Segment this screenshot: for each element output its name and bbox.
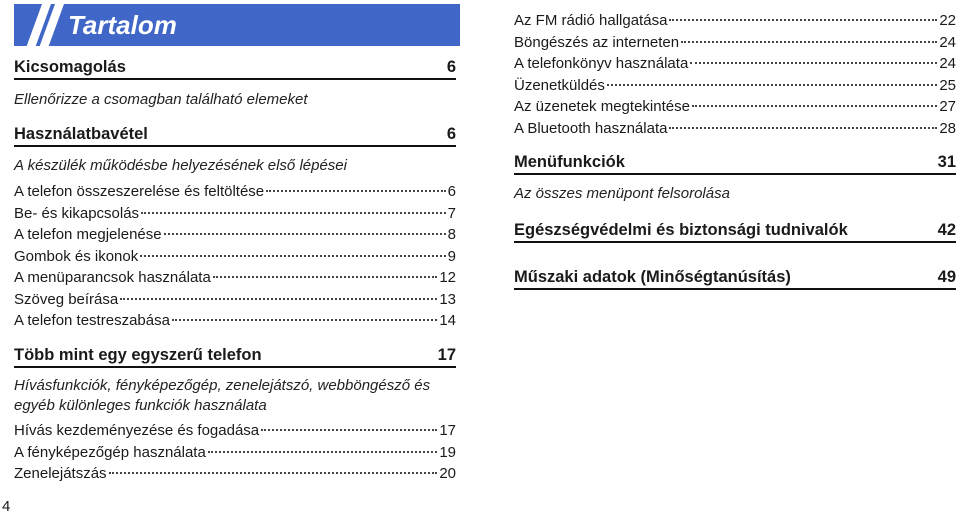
- section-page: 6: [446, 58, 456, 76]
- section-intro: A készülék működésbe helyezésének első lépései: [14, 157, 347, 174]
- toc-entry[interactable]: [14, 267, 456, 289]
- section-title: Műszaki adatok (Minőségtanúsítás): [514, 268, 791, 286]
- dot-leader: [120, 298, 437, 300]
- entry-page: 13: [439, 290, 456, 308]
- entry-label: Be- és kikapcsolás: [14, 204, 140, 222]
- toc-section-muszaki[interactable]: [514, 264, 956, 290]
- section-page: 6: [446, 125, 456, 143]
- toc-entry[interactable]: [14, 463, 456, 485]
- section-title: Egészségvédelmi és biztonsági tudnivalók: [514, 221, 848, 239]
- dot-leader: [141, 212, 446, 214]
- entry-page: 12: [439, 269, 456, 286]
- section-page: 49: [937, 268, 956, 286]
- entry-label: Az üzenetek megtekintése: [514, 98, 690, 115]
- toc-entry[interactable]: [14, 442, 456, 464]
- dot-leader: [607, 84, 937, 86]
- section-title: Több mint egy egyszerű telefon: [14, 346, 262, 364]
- dot-leader: [692, 105, 937, 107]
- section-title: Használatbavétel: [14, 125, 148, 143]
- dot-leader: [690, 62, 937, 64]
- entry-label: Böngészés az interneten: [514, 33, 680, 51]
- page-title: Tartalom: [68, 10, 177, 40]
- section-page: 42: [937, 221, 956, 239]
- entry-page: 9: [447, 247, 456, 265]
- toc-entry[interactable]: [14, 420, 456, 442]
- section-page: 31: [937, 153, 956, 171]
- entry-page: 6: [447, 183, 456, 200]
- toc-list-tobb: [14, 420, 456, 485]
- entry-label: A fényképezőgép használata: [14, 443, 206, 461]
- toc-section-hasznalatbavetel[interactable]: [14, 121, 456, 147]
- entry-label: A telefonkönyv használata: [514, 55, 689, 72]
- dot-leader: [164, 233, 446, 235]
- section-intro: Ellenőrizze a csomagban található elemeket: [14, 91, 308, 108]
- entry-page: 20: [439, 465, 456, 482]
- dot-leader: [213, 276, 438, 278]
- section-intro: Az összes menüpont felsorolása: [514, 185, 730, 202]
- entry-label: Üzenetküldés: [514, 76, 605, 94]
- entry-page: 22: [939, 12, 956, 29]
- toc-section-tobb-mint[interactable]: [14, 342, 456, 368]
- toc-entry[interactable]: [14, 310, 456, 332]
- entry-page: 8: [447, 226, 456, 243]
- entry-page: 14: [439, 312, 456, 329]
- entry-label: Gombok és ikonok: [14, 247, 139, 265]
- entry-label: A telefon összeszerelése és feltöltése: [14, 183, 265, 200]
- dot-leader: [669, 19, 937, 21]
- section-page: 17: [437, 346, 456, 364]
- toc-section-egeszseg[interactable]: [514, 217, 956, 243]
- toc-entry[interactable]: [14, 289, 456, 311]
- dot-leader: [669, 127, 937, 129]
- toc-entry[interactable]: [514, 75, 956, 97]
- entry-label: Szöveg beírása: [14, 290, 119, 308]
- entry-page: 7: [447, 204, 456, 222]
- dot-leader: [208, 451, 437, 453]
- dot-leader: [266, 190, 446, 192]
- toc-section-kicsomagolas[interactable]: [14, 54, 456, 80]
- toc-entry[interactable]: [514, 118, 956, 140]
- toc-entry[interactable]: [514, 32, 956, 54]
- toc-entry[interactable]: [514, 96, 956, 118]
- toc-entry[interactable]: [514, 10, 956, 32]
- dot-leader: [172, 319, 437, 321]
- entry-page: 28: [939, 119, 956, 137]
- entry-page: 27: [939, 98, 956, 115]
- entry-label: A telefon testreszabása: [14, 312, 170, 329]
- entry-label: Hívás kezdeményezése és fogadása: [14, 422, 260, 439]
- section-title: Menüfunkciók: [514, 153, 625, 171]
- toc-entry[interactable]: [14, 181, 456, 203]
- dot-leader: [109, 472, 438, 474]
- entry-label: A menüparancsok használata: [14, 269, 211, 286]
- entry-label: A Bluetooth használata: [514, 119, 668, 137]
- section-title: Kicsomagolás: [14, 58, 126, 76]
- entry-label: Az FM rádió hallgatása: [514, 12, 668, 29]
- toc-entry[interactable]: [14, 224, 456, 246]
- entry-page: 19: [439, 443, 456, 461]
- toc-entry[interactable]: [514, 53, 956, 75]
- toc-entry[interactable]: [14, 246, 456, 268]
- entry-label: Zenelejátszás: [14, 465, 107, 482]
- toc-list-hasznalatbavetel: [14, 181, 456, 332]
- section-intro: Hívásfunkciók, fényképezőgép, zenelejátszó, webböngésző és egyéb különleges funkciók használata: [14, 377, 431, 414]
- entry-page: 24: [939, 33, 956, 51]
- entry-label: A telefon megjelenése: [14, 226, 162, 243]
- toc-entry[interactable]: [14, 203, 456, 225]
- dot-leader: [140, 255, 445, 257]
- toc-section-menufunkciok[interactable]: [514, 149, 956, 175]
- title-banner: [14, 4, 460, 46]
- entry-page: 24: [939, 55, 956, 72]
- dot-leader: [261, 429, 437, 431]
- dot-leader: [681, 41, 937, 43]
- toc-list-right-top: [514, 10, 956, 139]
- page-number: 4: [2, 498, 11, 515]
- entry-page: 17: [439, 422, 456, 439]
- entry-page: 25: [939, 76, 956, 94]
